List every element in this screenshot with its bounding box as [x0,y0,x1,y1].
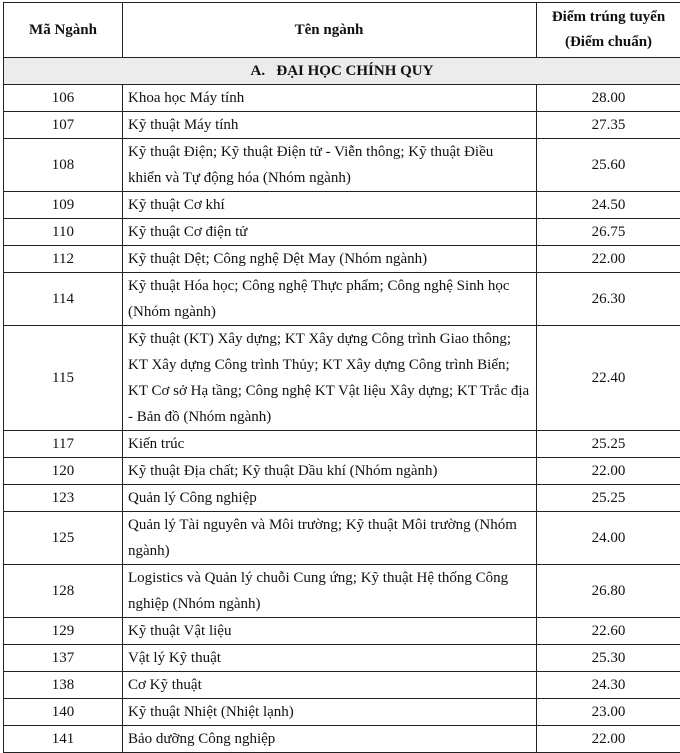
row-score: 22.40 [537,326,680,431]
row-name: Kỹ thuật Máy tính [123,112,537,139]
row-score: 28.00 [537,85,680,112]
row-code: 109 [4,192,123,219]
row-score: 22.00 [537,458,680,485]
row-name: Khoa học Máy tính [123,85,537,112]
row-code: 117 [4,431,123,458]
row-code: 128 [4,565,123,618]
table-row [4,565,680,618]
table-row [4,85,680,112]
table-row [4,273,680,326]
row-code: 114 [4,273,123,326]
section-label: A. ĐẠI HỌC CHÍNH QUY [4,58,680,85]
row-code: 106 [4,85,123,112]
table-row [4,326,680,431]
row-score: 22.00 [537,246,680,273]
row-code: 140 [4,699,123,726]
table-row [4,139,680,192]
row-name: Kiến trúc [123,431,537,458]
row-name: Kỹ thuật (KT) Xây dựng; KT Xây dựng Công trình Giao thông; KT Xây dựng Công trình Thủy; KT Xây dựng Công trình Biển; KT Cơ sở Hạ tầng; Công nghệ KT Vật liệu Xây dựng; KT Trắc địa - Bản đồ (Nhóm ngành) [123,326,537,431]
row-score: 22.60 [537,618,680,645]
table-row [4,112,680,139]
row-score: 25.30 [537,645,680,672]
row-score: 24.50 [537,192,680,219]
row-name: Kỹ thuật Điện; Kỹ thuật Điện tử - Viễn thông; Kỹ thuật Điều khiển và Tự động hóa (Nhóm ngành) [123,139,537,192]
row-name: Kỹ thuật Hóa học; Công nghệ Thực phẩm; Công nghệ Sinh học (Nhóm ngành) [123,273,537,326]
row-name: Kỹ thuật Dệt; Công nghệ Dệt May (Nhóm ngành) [123,246,537,273]
row-code: 107 [4,112,123,139]
row-name: Kỹ thuật Vật liệu [123,618,537,645]
admission-scores-table [3,2,680,753]
row-name: Logistics và Quản lý chuỗi Cung ứng; Kỹ thuật Hệ thống Công nghiệp (Nhóm ngành) [123,565,537,618]
row-name: Vật lý Kỹ thuật [123,645,537,672]
row-name: Kỹ thuật Cơ điện tử [123,219,537,246]
row-name: Quản lý Công nghiệp [123,485,537,512]
row-name: Kỹ thuật Địa chất; Kỹ thuật Dầu khí (Nhóm ngành) [123,458,537,485]
row-score: 25.25 [537,485,680,512]
table-row [4,246,680,273]
row-name: Kỹ thuật Nhiệt (Nhiệt lạnh) [123,699,537,726]
table-row [4,618,680,645]
row-score: 26.80 [537,565,680,618]
row-code: 138 [4,672,123,699]
section-row [4,58,680,85]
header-score [537,3,680,58]
table-row [4,485,680,512]
row-code: 129 [4,618,123,645]
row-score: 25.25 [537,431,680,458]
row-code: 125 [4,512,123,565]
row-code: 110 [4,219,123,246]
row-name: Kỹ thuật Cơ khí [123,192,537,219]
table-row [4,726,680,753]
row-name: Cơ Kỹ thuật [123,672,537,699]
row-score: 26.30 [537,273,680,326]
row-score: 24.00 [537,512,680,565]
row-code: 123 [4,485,123,512]
table-row [4,192,680,219]
header-name: Tên ngành [123,3,537,58]
row-score: 24.30 [537,672,680,699]
row-score: 22.00 [537,726,680,753]
table-row [4,219,680,246]
table-row [4,431,680,458]
row-score: 27.35 [537,112,680,139]
table-header-row [4,3,680,58]
row-score: 26.75 [537,219,680,246]
row-name: Quản lý Tài nguyên và Môi trường; Kỹ thuật Môi trường (Nhóm ngành) [123,512,537,565]
table-row [4,645,680,672]
row-code: 141 [4,726,123,753]
row-code: 112 [4,246,123,273]
table-row [4,699,680,726]
row-score: 25.60 [537,139,680,192]
header-code: Mã Ngành [4,3,123,58]
row-name: Bảo dưỡng Công nghiệp [123,726,537,753]
row-code: 120 [4,458,123,485]
row-code: 115 [4,326,123,431]
row-code: 108 [4,139,123,192]
row-code: 137 [4,645,123,672]
table-row [4,458,680,485]
row-score: 23.00 [537,699,680,726]
header-score-line1: Điểm trúng tuyển [537,5,680,30]
table-row [4,512,680,565]
header-score-line2: (Điểm chuẩn) [537,30,680,55]
table-row [4,672,680,699]
